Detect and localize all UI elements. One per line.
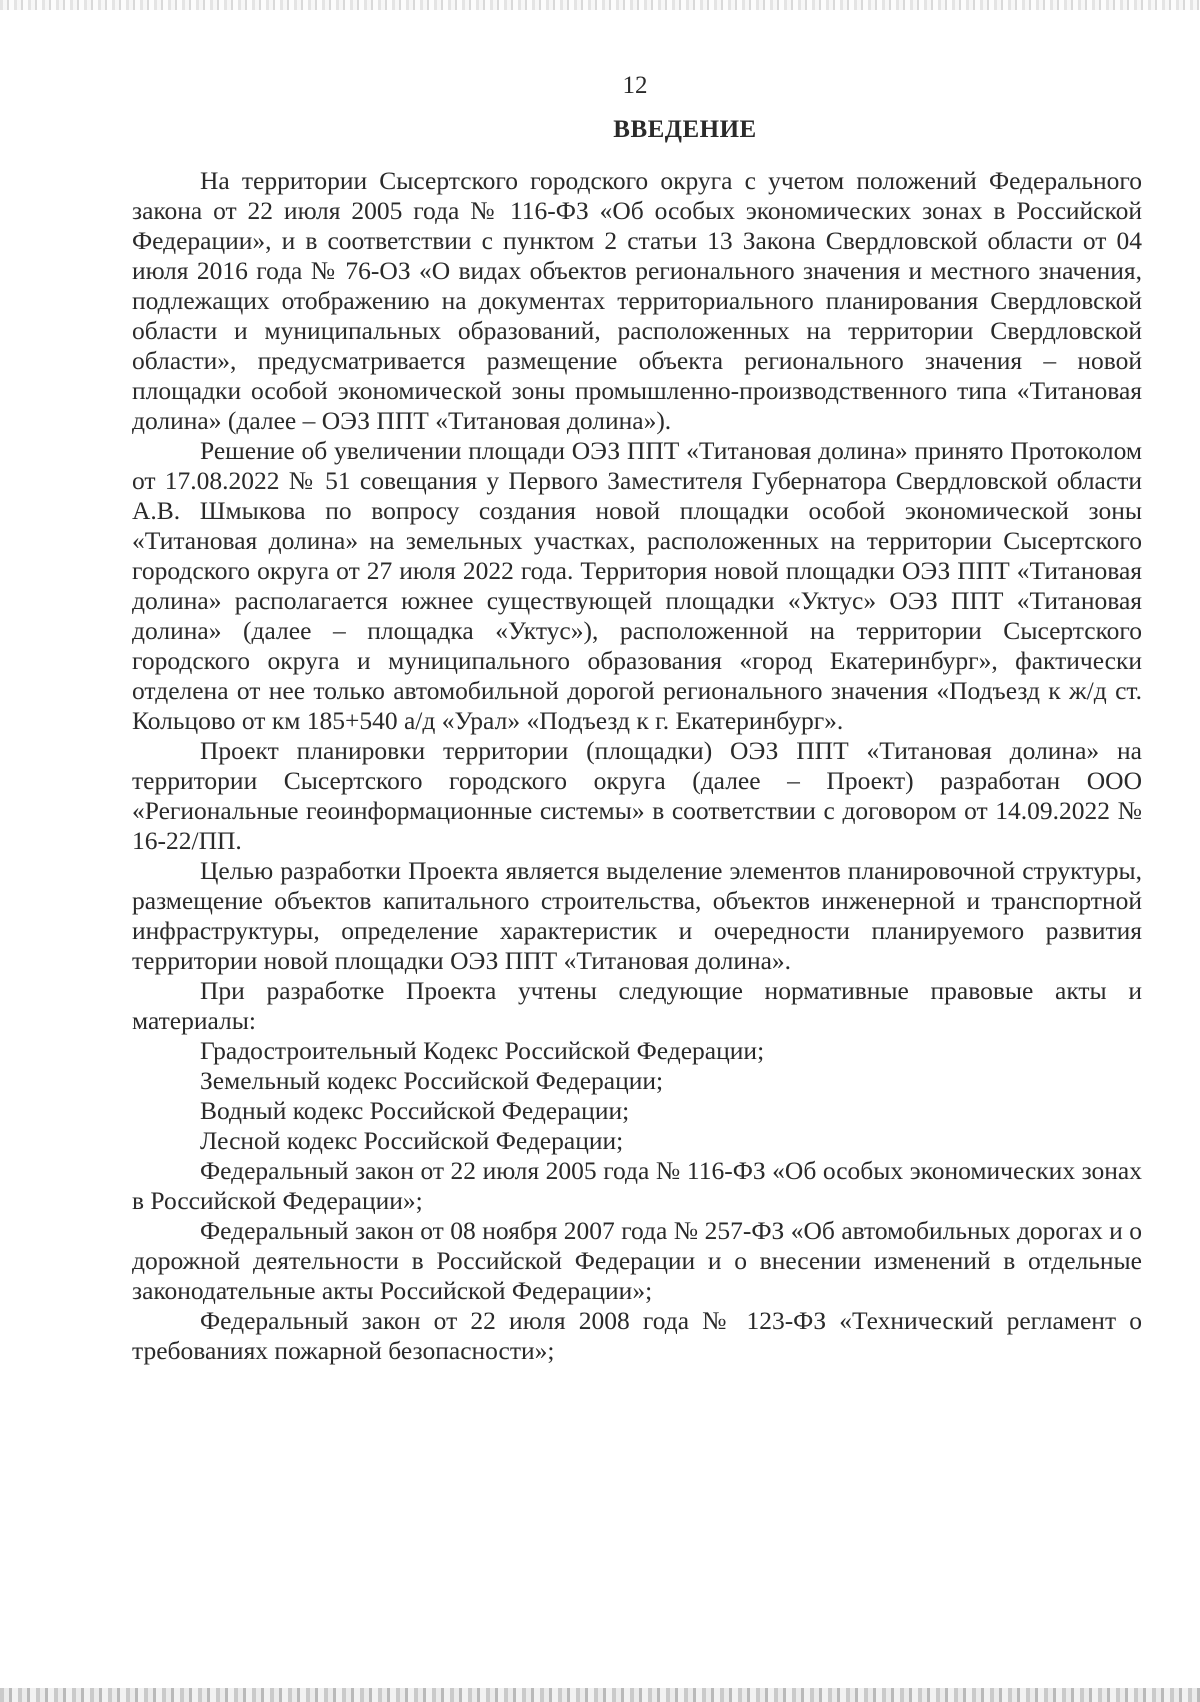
list-item-act: Водный кодекс Российской Федерации; xyxy=(200,1096,630,1125)
list-item-act: Федеральный закон от 22 июля 2008 года № 123-ФЗ «Технический регламент о требованиях пожарной безопасности»; xyxy=(132,1306,1142,1365)
page-title: ВВЕДЕНИЕ xyxy=(613,116,757,143)
list-item-act: Федеральный закон от 08 ноября 2007 года № 257-ФЗ «Об автомобильных дорогах и о дорожной деятельности в Российской Федерации и о внесении изменений в отдельные законодательные акты Российской Федерации»; xyxy=(132,1216,1142,1305)
list-item-act: Федеральный закон от 22 июля 2005 года № 116-ФЗ «Об особых экономических зонах в Российской Федерации»; xyxy=(132,1156,1142,1215)
paragraph-goal: Целью разработки Проекта является выделение элементов планировочной структуры, размещение объектов капитального строительства, объектов инженерной и транспортной инфраструктуры, определение характеристик и очередности планируемого развития территории новой площадки ОЭЗ ППТ «Титановая долина». xyxy=(132,856,1142,975)
scan-edge-top xyxy=(0,0,1200,10)
paragraph-project: Проект планировки территории (площадки) ОЭЗ ППТ «Титановая долина» на территории Сысертского городского округа (далее – Проект) разработан ООО «Региональные геоинформационные системы» в соответствии с договором от 14.09.2022 № 16-22/ПП. xyxy=(132,736,1142,855)
scan-edge-bottom xyxy=(0,1688,1200,1702)
list-item-act: Лесной кодекс Российской Федерации; xyxy=(200,1126,624,1155)
paragraph-intro: На территории Сысертского городского округа с учетом положений Федерального закона от 22 июля 2005 года № 116-ФЗ «Об особых экономических зонах в Российской Федерации», и в соответствии с пунктом 2 статьи 13 Закона Свердловской области от 04 июля 2016 года № 76-ОЗ «О видах объектов регионального значения и местного значения, подлежащих отображению на документах территориального планирования Свердловской области и муниципальных образований, расположенных на территории Свердловской области», предусматривается размещение объекта регионального значения – новой площадки особой экономической зоны промышленно-производственного типа «Титановая долина» (далее – ОЭЗ ППТ «Титановая долина»). xyxy=(132,166,1142,435)
paragraph-acts-intro: При разработке Проекта учтены следующие нормативные правовые акты и материалы: xyxy=(132,976,1142,1035)
paragraph-decision: Решение об увеличении площади ОЭЗ ППТ «Титановая долина» принято Протоколом от 17.08.2022 № 51 совещания у Первого Заместителя Губернатора Свердловской области А.В. Шмыкова по вопросу создания новой площадки особой экономической зоны «Титановая долина» на земельных участках, расположенных на территории Сысертского городского округа от 27 июля 2022 года. Территория новой площадки ОЭЗ ППТ «Титановая долина» располагается южнее существующей площадки «Уктус» ОЭЗ ППТ «Титановая долина» (далее – площадка «Уктус»), расположенной на территории Сысертского городского округа и муниципального образования «город Екатеринбург», фактически отделена от нее только автомобильной дорогой регионального значения «Подъезд к ж/д ст. Кольцово от км 185+540 а/д «Урал» «Подъезд к г. Екатеринбург». xyxy=(132,436,1142,735)
list-item-act: Земельный кодекс Российской Федерации; xyxy=(200,1066,664,1095)
document-body xyxy=(132,166,1142,1366)
list-item-act: Градостроительный Кодекс Российской Федерации; xyxy=(200,1036,765,1065)
page-number: 12 xyxy=(622,72,648,99)
